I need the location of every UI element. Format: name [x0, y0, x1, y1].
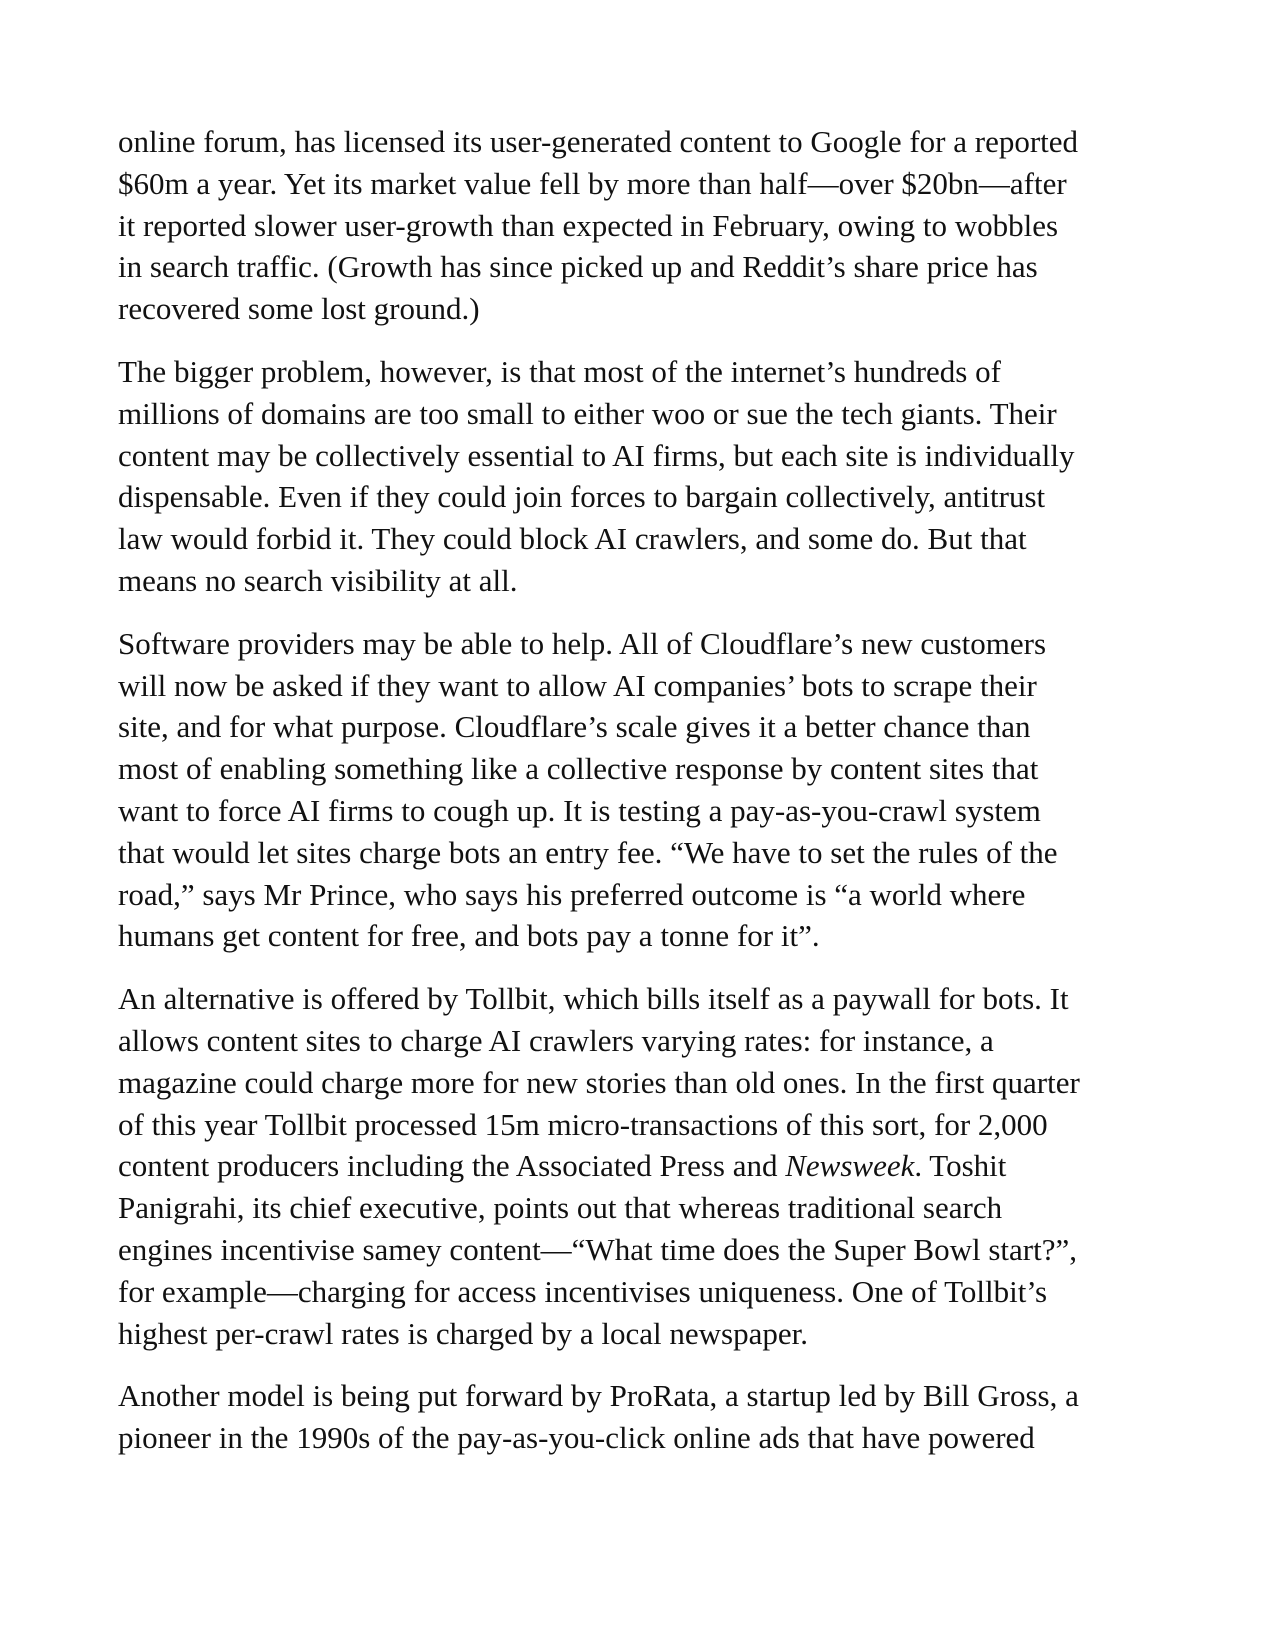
text-line [118, 1104, 1168, 1146]
text-line [118, 476, 1168, 518]
text-segment: dispensable. Even if they could join forces to bargain collectively, antitrust [118, 479, 1046, 515]
text-segment: content may be collectively essential to AI firms, but each site is individually [118, 437, 1075, 473]
text-line [118, 665, 1168, 707]
text-line [118, 518, 1168, 560]
text-segment: will now be asked if they want to allow AI companies’ bots to scrape their [118, 667, 1037, 703]
text-segment: online forum, has licensed its user-generated content to Google for a reported [118, 124, 1079, 159]
text-line [118, 1187, 1168, 1229]
text-segment: want to force AI firms to cough up. It is testing a pay-as-you-crawl system [118, 792, 1041, 828]
text-segment: humans get content for free, and bots pay a tonne for it”. [118, 918, 820, 954]
text-line [118, 623, 1168, 665]
text-line [118, 874, 1168, 916]
text-segment: road,” says Mr Prince, who says his preferred outcome is “a world where [118, 876, 1026, 912]
text-segment: allows content sites to charge AI crawlers varying rates: for instance, a [118, 1022, 994, 1058]
text-segment: Another model is being put forward by ProRata, a startup led by Bill Gross, a [118, 1378, 1079, 1414]
text-segment: content producers including the Associated Press and [118, 1148, 786, 1184]
text-line [118, 560, 1168, 602]
text-line [118, 351, 1168, 393]
text-line [118, 832, 1168, 874]
text-segment: most of enabling something like a collective response by content sites that [118, 751, 1039, 787]
text-segment: it reported slower user-growth than expected in February, owing to wobbles [118, 207, 1059, 243]
article-paragraph [118, 623, 1168, 957]
text-line [118, 435, 1168, 477]
text-line [118, 748, 1168, 790]
text-line [118, 1271, 1168, 1313]
text-segment: that would let sites charge bots an entry fee. “We have to set the rules of the [118, 834, 1058, 870]
text-line [118, 1375, 1168, 1417]
text-segment: law would forbid it. They could block AI crawlers, and some do. But that [118, 521, 1027, 557]
article-paragraph [118, 978, 1168, 1354]
italic-text-segment: Newsweek [785, 1148, 915, 1184]
text-segment: magazine could charge more for new stories than old ones. In the first quarter [118, 1064, 1080, 1100]
text-line [118, 1417, 1168, 1459]
text-line [118, 915, 1168, 957]
text-segment: An alternative is offered by Tollbit, which bills itself as a paywall for bots. It [118, 981, 1069, 1017]
text-segment: means no search visibility at all. [118, 562, 518, 598]
text-segment: site, and for what purpose. Cloudflare’s scale gives it a better chance than [118, 709, 1031, 745]
article-paragraph [118, 1375, 1168, 1459]
article-body [118, 121, 1168, 1459]
text-line [118, 1229, 1168, 1271]
article-paragraph [118, 351, 1168, 602]
text-line [118, 246, 1168, 288]
text-line [118, 790, 1168, 832]
text-line [118, 1145, 1168, 1187]
text-line [118, 205, 1168, 247]
document-page [118, 121, 1168, 1480]
text-segment: highest per-crawl rates is charged by a local newspaper. [118, 1315, 809, 1351]
text-segment: of this year Tollbit processed 15m micro-transactions of this sort, for 2,000 [118, 1106, 1048, 1142]
text-line [118, 1020, 1168, 1062]
text-segment: The bigger problem, however, is that most of the internet’s hundreds of [118, 353, 1001, 389]
text-line [118, 121, 1168, 163]
text-line [118, 1062, 1168, 1104]
text-segment: . Toshit [914, 1148, 1007, 1184]
text-line [118, 706, 1168, 748]
article-paragraph [118, 121, 1168, 330]
text-line [118, 288, 1168, 330]
text-segment: in search traffic. (Growth has since picked up and Reddit’s share price has [118, 249, 1038, 285]
text-segment: recovered some lost ground.) [118, 291, 480, 327]
text-segment: pioneer in the 1990s of the pay-as-you-click online ads that have powered [118, 1420, 1035, 1456]
text-segment: Panigrahi, its chief executive, points out that whereas traditional search [118, 1190, 1003, 1226]
text-line [118, 978, 1168, 1020]
text-line [118, 163, 1168, 205]
text-line [118, 1313, 1168, 1355]
text-segment: engines incentivise samey content—“What time does the Super Bowl start?”, [118, 1231, 1078, 1267]
text-line [118, 393, 1168, 435]
text-segment: millions of domains are too small to either woo or sue the tech giants. Their [118, 395, 1057, 431]
text-segment: $60m a year. Yet its market value fell by more than half—over $20bn—after [118, 165, 1067, 201]
text-segment: for example—charging for access incentivises uniqueness. One of Tollbit’s [118, 1273, 1048, 1309]
text-segment: Software providers may be able to help. All of Cloudflare’s new customers [118, 625, 1047, 661]
